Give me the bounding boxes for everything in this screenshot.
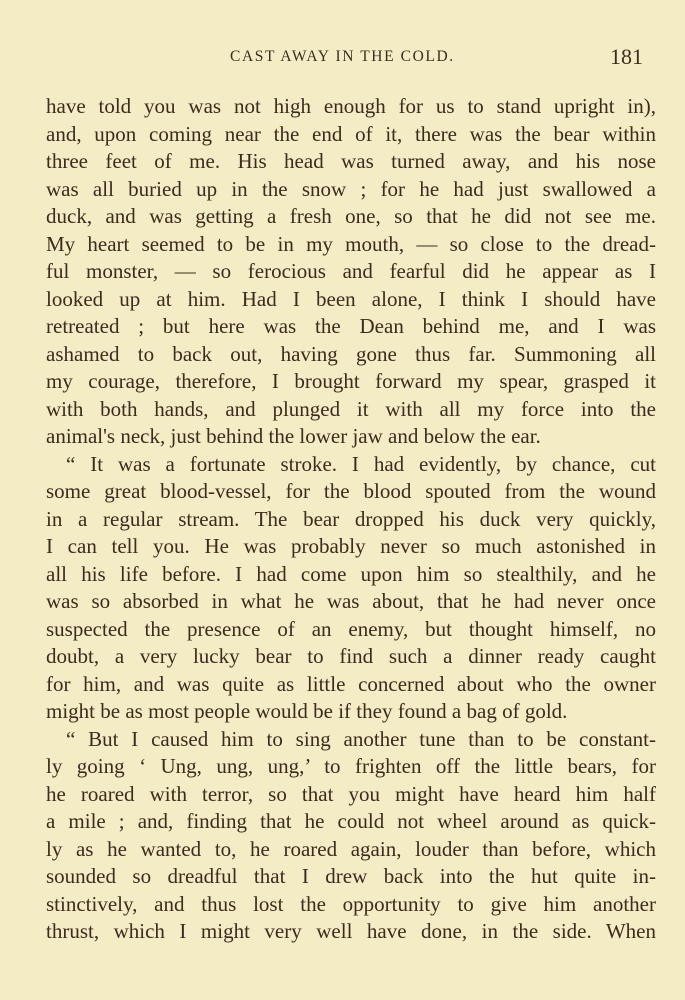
text-line: some great blood-vessel, for the blood spouted from the wound	[46, 479, 656, 503]
text-line: my courage, therefore, I brought forward my spear, grasped it	[46, 369, 656, 393]
text-line: My heart seemed to be in my mouth, — so close to the dread-	[46, 231, 656, 256]
text-line: with both hands, and plunged it with all my force into the	[46, 396, 656, 421]
text-line: he roared with terror, so that you might have heard him half	[46, 781, 656, 806]
text-line: I can tell you. He was probably never so much astonished in	[46, 534, 656, 558]
text-line: a mile ; and, finding that he could not wheel around as quick-	[46, 809, 656, 833]
text-line: ashamed to back out, having gone thus far. Summoning all	[46, 341, 656, 366]
text-line: “ But I caused him to sing another tune than to be constant-	[66, 726, 656, 751]
text-line: sounded so dreadful that I drew back into the hut quite in-	[46, 864, 656, 888]
text-line: for him, and was quite as little concerned about who the owner	[46, 671, 656, 696]
running-head	[0, 44, 685, 74]
text-line: suspected the presence of an enemy, but thought himself, no	[46, 616, 656, 641]
text-line: duck, and was getting a fresh one, so that he did not see me.	[46, 204, 656, 228]
text-line: was so absorbed in what he was about, that he had never once	[46, 589, 656, 613]
text-line: ful monster, — so ferocious and fearful did he appear as I	[46, 259, 656, 283]
text-line: doubt, a very lucky bear to find such a dinner ready caught	[46, 644, 656, 668]
page-number: 181	[610, 44, 643, 69]
text-line: ly going ‘ Ung, ung, ung,’ to frighten off the little bears, for	[46, 754, 656, 778]
text-line: all his life before. I had come upon him so stealthily, and he	[46, 561, 656, 586]
running-title: CAST AWAY IN THE COLD.	[230, 48, 455, 65]
text-line: ly as he wanted to, he roared again, louder than before, which	[46, 836, 656, 861]
text-line: retreated ; but here was the Dean behind me, and I was	[46, 314, 656, 338]
text-line: and, upon coming near the end of it, there was the bear within	[46, 121, 656, 146]
text-line: might be as most people would be if they found a bag of gold.	[46, 699, 568, 723]
text-line: in a regular stream. The bear dropped his duck very quickly,	[46, 506, 656, 531]
text-line: looked up at him. Had I been alone, I think I should have	[46, 286, 656, 311]
body-text	[46, 93, 656, 946]
text-line: animal's neck, just behind the lower jaw and below the ear.	[46, 424, 541, 448]
text-line: stinctively, and thus lost the opportunity to give him another	[46, 891, 656, 916]
text-line: three feet of me. His head was turned away, and his nose	[46, 149, 656, 173]
text-line: have told you was not high enough for us to stand upright in),	[46, 94, 656, 118]
text-line: “ It was a fortunate stroke. I had evidently, by chance, cut	[66, 451, 656, 476]
text-line: thrust, which I might very well have done, in the side. When	[46, 919, 656, 943]
text-line: was all buried up in the snow ; for he had just swallowed a	[46, 176, 656, 201]
